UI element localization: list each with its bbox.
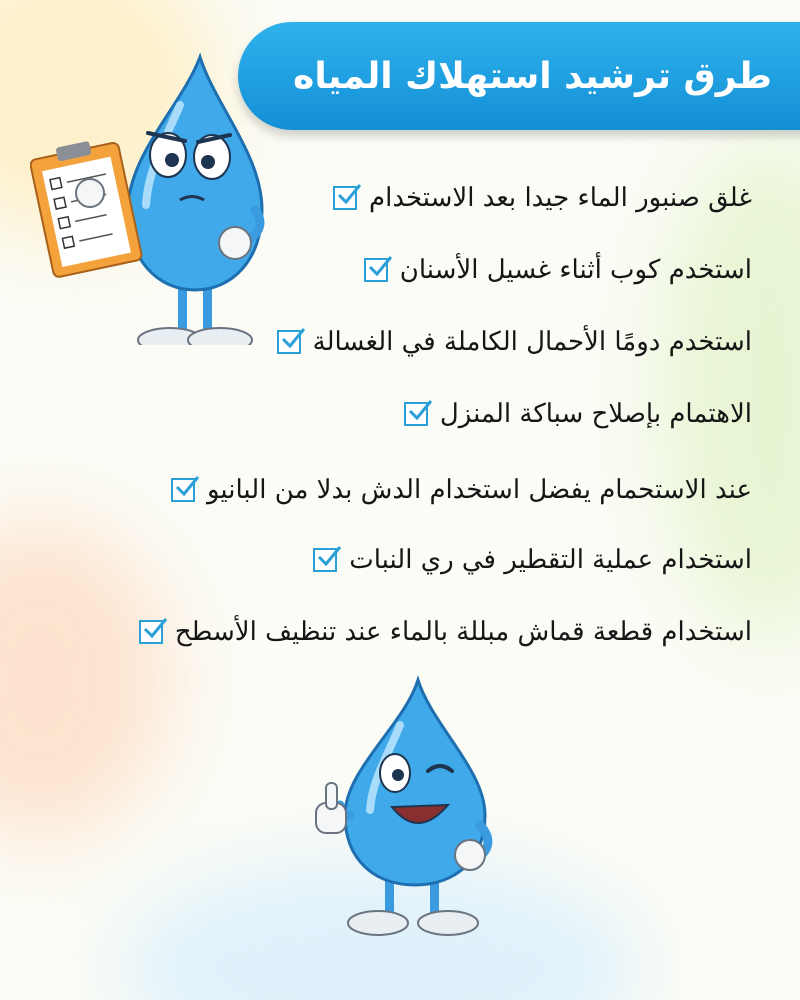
- tip-text: استخدام عملية التقطير في ري النبات: [349, 545, 752, 575]
- list-item: [333, 176, 752, 220]
- mascot-glove: [455, 840, 485, 870]
- thumbs-up-icon: [316, 783, 346, 833]
- page-title: طرق ترشيد استهلاك المياه: [293, 55, 772, 97]
- mascot-shoe: [348, 911, 408, 935]
- list-item: [313, 538, 752, 582]
- mascot-pupil: [165, 153, 179, 167]
- tip-text: استخدم كوب أثناء غسيل الأسنان: [399, 255, 752, 285]
- tip-text: غلق صنبور الماء جيدا بعد الاستخدام: [369, 183, 752, 213]
- mascot-shoe: [188, 328, 252, 345]
- list-item: [139, 610, 752, 654]
- checkbox-checked-icon: [364, 258, 388, 282]
- water-drop-mascot-clipboard: [30, 45, 280, 345]
- list-item: [364, 248, 752, 292]
- bg-blob-peach: [0, 520, 170, 840]
- list-item: [171, 468, 752, 512]
- mascot-pupil: [201, 155, 215, 169]
- checkbox-checked-icon: [404, 402, 428, 426]
- checkbox-checked-icon: [313, 548, 337, 572]
- mascot-glove: [76, 179, 104, 207]
- list-item: [277, 320, 752, 364]
- title-banner: [238, 22, 800, 130]
- mascot-glove: [219, 227, 251, 259]
- tip-text: عند الاستحمام يفضل استخدام الدش بدلا من البانيو: [207, 475, 752, 505]
- tip-text: استخدم دومًا الأحمال الكاملة في الغسالة: [312, 327, 752, 357]
- checkbox-checked-icon: [171, 478, 195, 502]
- checkbox-checked-icon: [333, 186, 357, 210]
- tip-text: استخدام قطعة قماش مبللة بالماء عند تنظيف الأسطح: [174, 617, 752, 647]
- checkbox-checked-icon: [277, 330, 301, 354]
- mascot-pupil: [392, 769, 404, 781]
- list-item: [404, 392, 752, 436]
- tip-text: الاهتمام بإصلاح سباكة المنزل: [439, 399, 752, 429]
- mascot-shoe: [418, 911, 478, 935]
- water-drop-mascot-thumbs-up: [300, 675, 530, 945]
- checkbox-checked-icon: [139, 620, 163, 644]
